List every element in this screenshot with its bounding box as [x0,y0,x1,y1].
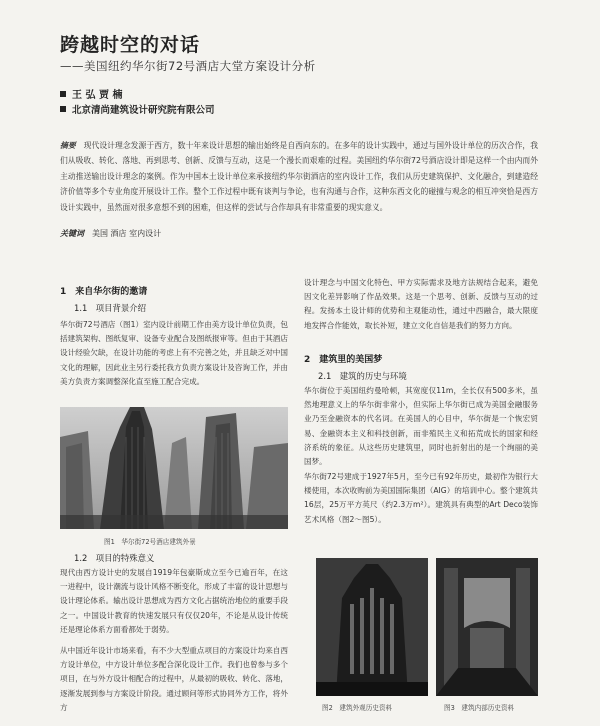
abstract [60,138,538,215]
abstract-text: 现代设计理念发源于西方，数十年来设计思想的输出始终是自西向东的。在多年的设计实践中，通过与国外设计单位的历次合作，我们从吸收、转化、落地、再到思考、创新、反馈与互动，这是一个漫长而艰难的过程。美国纽约华尔街72号酒店设计即是这样一个由内而外主动推送输出设计理念的案例。作为中国本土设计单位来承接纽约华尔街酒店的室内设计工作，我们从历史建筑保护、文化融合，到建造经济价值等多个专业角度开展设计工作。整个工作过程中既有谈判与争论，也有沟通与合作，这种东西文化的碰撞与观念的相互冲突恰是西方设计实践中，虽然面对很多意想不到的困难，但这样的尝试与合作却具有非常重要的现实意义。 [60,141,538,212]
figure-2-exterior-photo [316,558,428,696]
author-names: 王 弘 贾 楠 [72,90,123,101]
section-2-1-text-continued: 华尔街72号建成于1927年5月，至今已有92年历史，最初作为银行大楼使用，本次收购前为美国国际集团（AIG）的培训中心。整个建筑共16层，25万平方英尺（约2.3万m²）。建筑具有典型的Art Deco装饰艺术风格（图2～图5）。 [304,472,538,524]
section-1-1-text: 华尔街72号酒店（图1）室内设计前期工作由美方设计单位负责，包括建筑架构、图纸复审、设备专业配合及图纸报审等。但由于其酒店设计经验欠缺，在设计功能的考虑上有不完善之处，并且缺乏对中国文化的理解，因此业主另行委托我方负责方案设计及咨询工作，并由美方负责方案调整深化直至施工配合完成。 [60,320,288,386]
author-line [60,86,122,101]
section-1-1-heading: 1.1 项目背景介绍 [74,303,146,313]
figure-1-building-photo [60,407,288,529]
skyscraper-illustration [60,407,288,529]
organization-line [60,102,215,116]
figure-1-caption: 图1 华尔街72号酒店建筑外景 [104,538,196,546]
section-2-1-text: 华尔街位于美国纽约曼哈顿，其宽度仅11m，全长仅有500多米，虽然地理意义上的华尔街非常小，但实际上华尔街已成为美国金融服务业乃至金融资本的代名词。在美国人的心目中，华尔街是一个恢宏贸易、金融资本主义和科技创新，而非殖民主义和拓荒成长的国家和经济系统的象征。从这些历史建筑里，同时也折射出的是一个绚丽的美国梦。 [304,386,538,467]
figure-2-caption: 图2 建筑外观历史资料 [322,704,393,712]
article-subtitle: ——美国纽约华尔街72号酒店大堂方案设计分析 [60,59,316,73]
figure-3-interior-photo [436,558,538,696]
keywords [60,228,161,239]
bullet-square-icon [60,106,66,112]
section-1-2-heading: 1.2 项目的特殊意义 [74,553,155,563]
section-1-2-text-continued: 从中国近年设计市场来看，有不少大型重点项目的方案设计均来自西方设计单位，中方设计单位多配合深化设计工作。我们也曾参与多个项目，在与外方设计相配合的过程中，从最初的吸收、转化、落地，逐渐发展到参与方案设计阶段。通过顾问等形式协同外方工作，将外方 [60,646,288,712]
section-1-2-text: 现代由西方设计史的发展自1919年包豪斯成立至今已逾百年，在这一进程中，设计潮流与设计风格不断变化，形成了丰富的设计思想与设计理论体系。输出设计思想成为西方文化占据统治地位的重要手段之一。中国设计教育的快速发展只有仅仅20年，不论是从设计传统还是理论体系方面看都处于弱势。 [60,568,288,634]
section-2-heading: 2 建筑里的美国梦 [304,355,383,365]
abstract-label: 摘要 [60,141,76,150]
article-title: 跨越时空的对话 [60,34,201,56]
section-2-1-heading: 2.1 建筑的历史与环境 [318,371,407,381]
keywords-label: 关键词 [60,229,84,238]
keywords-text: 美国 酒店 室内设计 [92,229,162,238]
historic-interior-illustration [436,558,538,696]
bullet-square-icon [60,91,66,97]
figure-3-caption: 图3 建筑内部历史资料 [444,704,515,712]
section-1-heading: 1 来自华尔街的邀请 [60,287,148,297]
right-column-intro-text: 设计理念与中国文化特色、甲方实际需求及地方法规结合起来，避免因文化差异影响了作品效果。这是一个思考、创新、反馈与互动的过程。发扬本土设计师的优势和主观能动性，通过中西融合，最大限度地发挥合作能效，取长补短，建立文化自信是我们的努力方向。 [304,278,538,330]
historic-exterior-illustration [316,558,428,696]
organization-name: 北京清尚建筑设计研究院有限公司 [72,105,215,116]
